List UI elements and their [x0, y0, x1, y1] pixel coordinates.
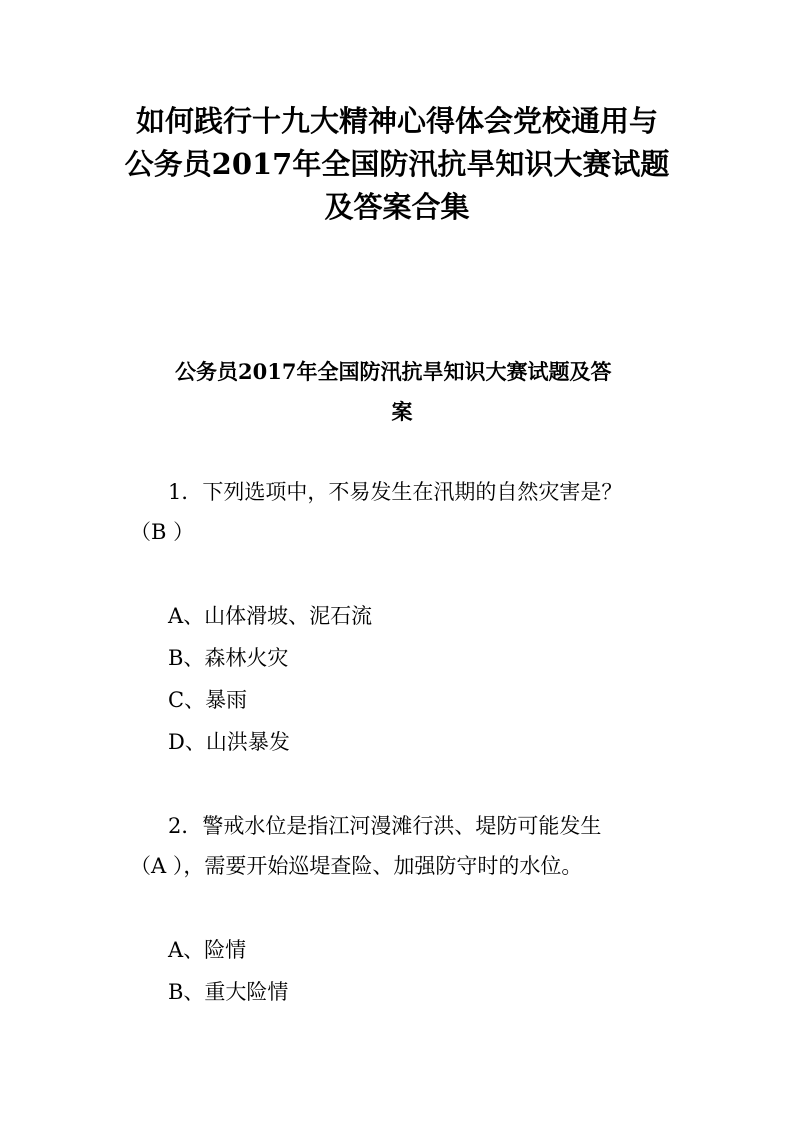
question-text-continued: （A ），需要开始巡堤查险、加强防守时的水位。 [130, 854, 583, 878]
question-text: 1．下列选项中，不易发生在汛期的自然灾害是？ [168, 480, 623, 504]
option-d: D、山洪暴发 [168, 730, 290, 754]
question-2 [130, 806, 675, 886]
document-title-line: 如何践行十九大精神心得体会党校通用与 [135, 104, 658, 138]
option-a: A、山体滑坡、泥石流 [168, 604, 373, 628]
option-a: A、险情 [168, 938, 247, 962]
document-title-line: 及答案合集 [324, 190, 470, 224]
option-b: B、重大险情 [168, 980, 289, 1004]
option-b: B、森林火灾 [168, 646, 289, 670]
question-1 [130, 472, 675, 552]
section-title-line: 案 [391, 399, 413, 424]
question-answer: （B ） [130, 520, 195, 544]
section-title [130, 352, 664, 432]
question-text: 2．警戒水位是指江河漫滩行洪、堤防可能发生 [168, 814, 602, 838]
option-c: C、暴雨 [168, 688, 248, 712]
section-title-line: 公务员2017年全国防汛抗旱知识大赛试题及答 [175, 359, 612, 384]
document-title [110, 100, 684, 229]
document-title-line: 公务员2017年全国防汛抗旱知识大赛试题 [124, 147, 670, 181]
